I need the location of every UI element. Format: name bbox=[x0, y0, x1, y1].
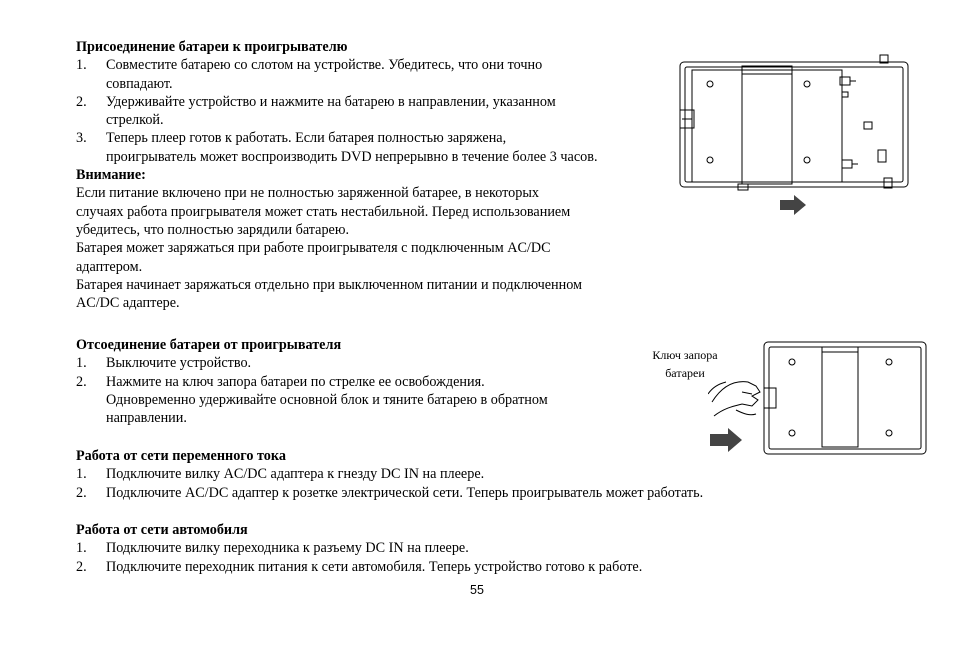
step-number: 1. bbox=[76, 466, 87, 483]
warning-text: адаптером. bbox=[76, 258, 143, 275]
step-text: совпадают. bbox=[106, 75, 173, 92]
warning-text: Батарея начинает заряжаться отдельно при выключенном питании и подключенном bbox=[76, 276, 583, 293]
battery-detach-figure bbox=[708, 336, 930, 462]
step-text: Подключите вилку переходника к разъему DC IN на плеере. bbox=[106, 540, 469, 557]
section-car-power bbox=[76, 521, 856, 576]
warning-text: убедитесь, что полностью зарядили батарею. bbox=[76, 221, 349, 238]
list-item bbox=[76, 354, 636, 372]
step-text: Нажмите на ключ запора батареи по стрелке ее освобождения. bbox=[106, 373, 485, 390]
step-text: проигрыватель может воспроизводить DVD непрерывно в течение более 3 часов. bbox=[106, 148, 598, 165]
step-number: 1. bbox=[76, 57, 87, 74]
step-number: 3. bbox=[76, 130, 87, 147]
section-title: Работа от сети автомобиля bbox=[76, 522, 248, 538]
step-text: Подключите вилку AC/DC адаптера к гнезду DC IN на плеере. bbox=[106, 466, 485, 483]
step-text: Выключите устройство. bbox=[106, 355, 252, 372]
step-text: Подключите AC/DC адаптер к розетке электрической сети. Теперь проигрыватель может работать. bbox=[106, 484, 704, 501]
list-item bbox=[76, 558, 856, 576]
warning-text: AC/DC адаптере. bbox=[76, 295, 180, 312]
section-title: Отсоединение батареи от проигрывателя bbox=[76, 337, 342, 353]
list-item bbox=[76, 373, 636, 428]
step-number: 2. bbox=[76, 484, 87, 501]
list-item bbox=[76, 484, 856, 502]
step-text: Подключите переходник питания к сети автомобиля. Теперь устройство готово к работе. bbox=[106, 558, 643, 575]
list-item bbox=[76, 129, 676, 166]
caption-line: батареи bbox=[665, 366, 705, 380]
page-number: 55 bbox=[470, 583, 484, 597]
warning-text: случаях работа проигрывателя может стать нестабильной. Перед использованием bbox=[76, 203, 571, 220]
step-number: 2. bbox=[76, 558, 87, 575]
section-detach-battery bbox=[76, 336, 636, 427]
list-item bbox=[76, 539, 856, 557]
list-item bbox=[76, 93, 676, 130]
step-number: 2. bbox=[76, 373, 87, 390]
list-item bbox=[76, 465, 856, 483]
step-text: Совместите батарею со слотом на устройстве. Убедитесь, что они точно bbox=[106, 57, 543, 74]
step-text: Удерживайте устройство и нажмите на батарею в направлении, указанном bbox=[106, 93, 556, 110]
step-number: 1. bbox=[76, 355, 87, 372]
step-text: стрелкой. bbox=[106, 112, 164, 129]
step-text: Теперь плеер готов к работать. Если батарея полностью заряжена, bbox=[106, 130, 507, 147]
warning-text: Батарея может заряжаться при работе проигрывателя с подключенным AC/DC bbox=[76, 240, 551, 257]
section-title: Работа от сети переменного тока bbox=[76, 448, 286, 464]
section-attach-battery bbox=[76, 38, 676, 312]
warning-title: Внимание: bbox=[76, 167, 146, 184]
list-item bbox=[76, 56, 676, 93]
caption-line: Ключ запора bbox=[652, 348, 718, 362]
step-number: 1. bbox=[76, 540, 87, 557]
battery-attach-figure bbox=[672, 52, 912, 222]
step-text: направлении. bbox=[106, 410, 187, 427]
section-title: Присоединение батареи к проигрывателю bbox=[76, 39, 348, 55]
step-number: 2. bbox=[76, 93, 87, 110]
step-text: Одновременно удерживайте основной блок и тяните батарею в обратном bbox=[106, 391, 548, 408]
warning-text: Если питание включено при не полностью заряженной батарее, в некоторых bbox=[76, 185, 539, 202]
